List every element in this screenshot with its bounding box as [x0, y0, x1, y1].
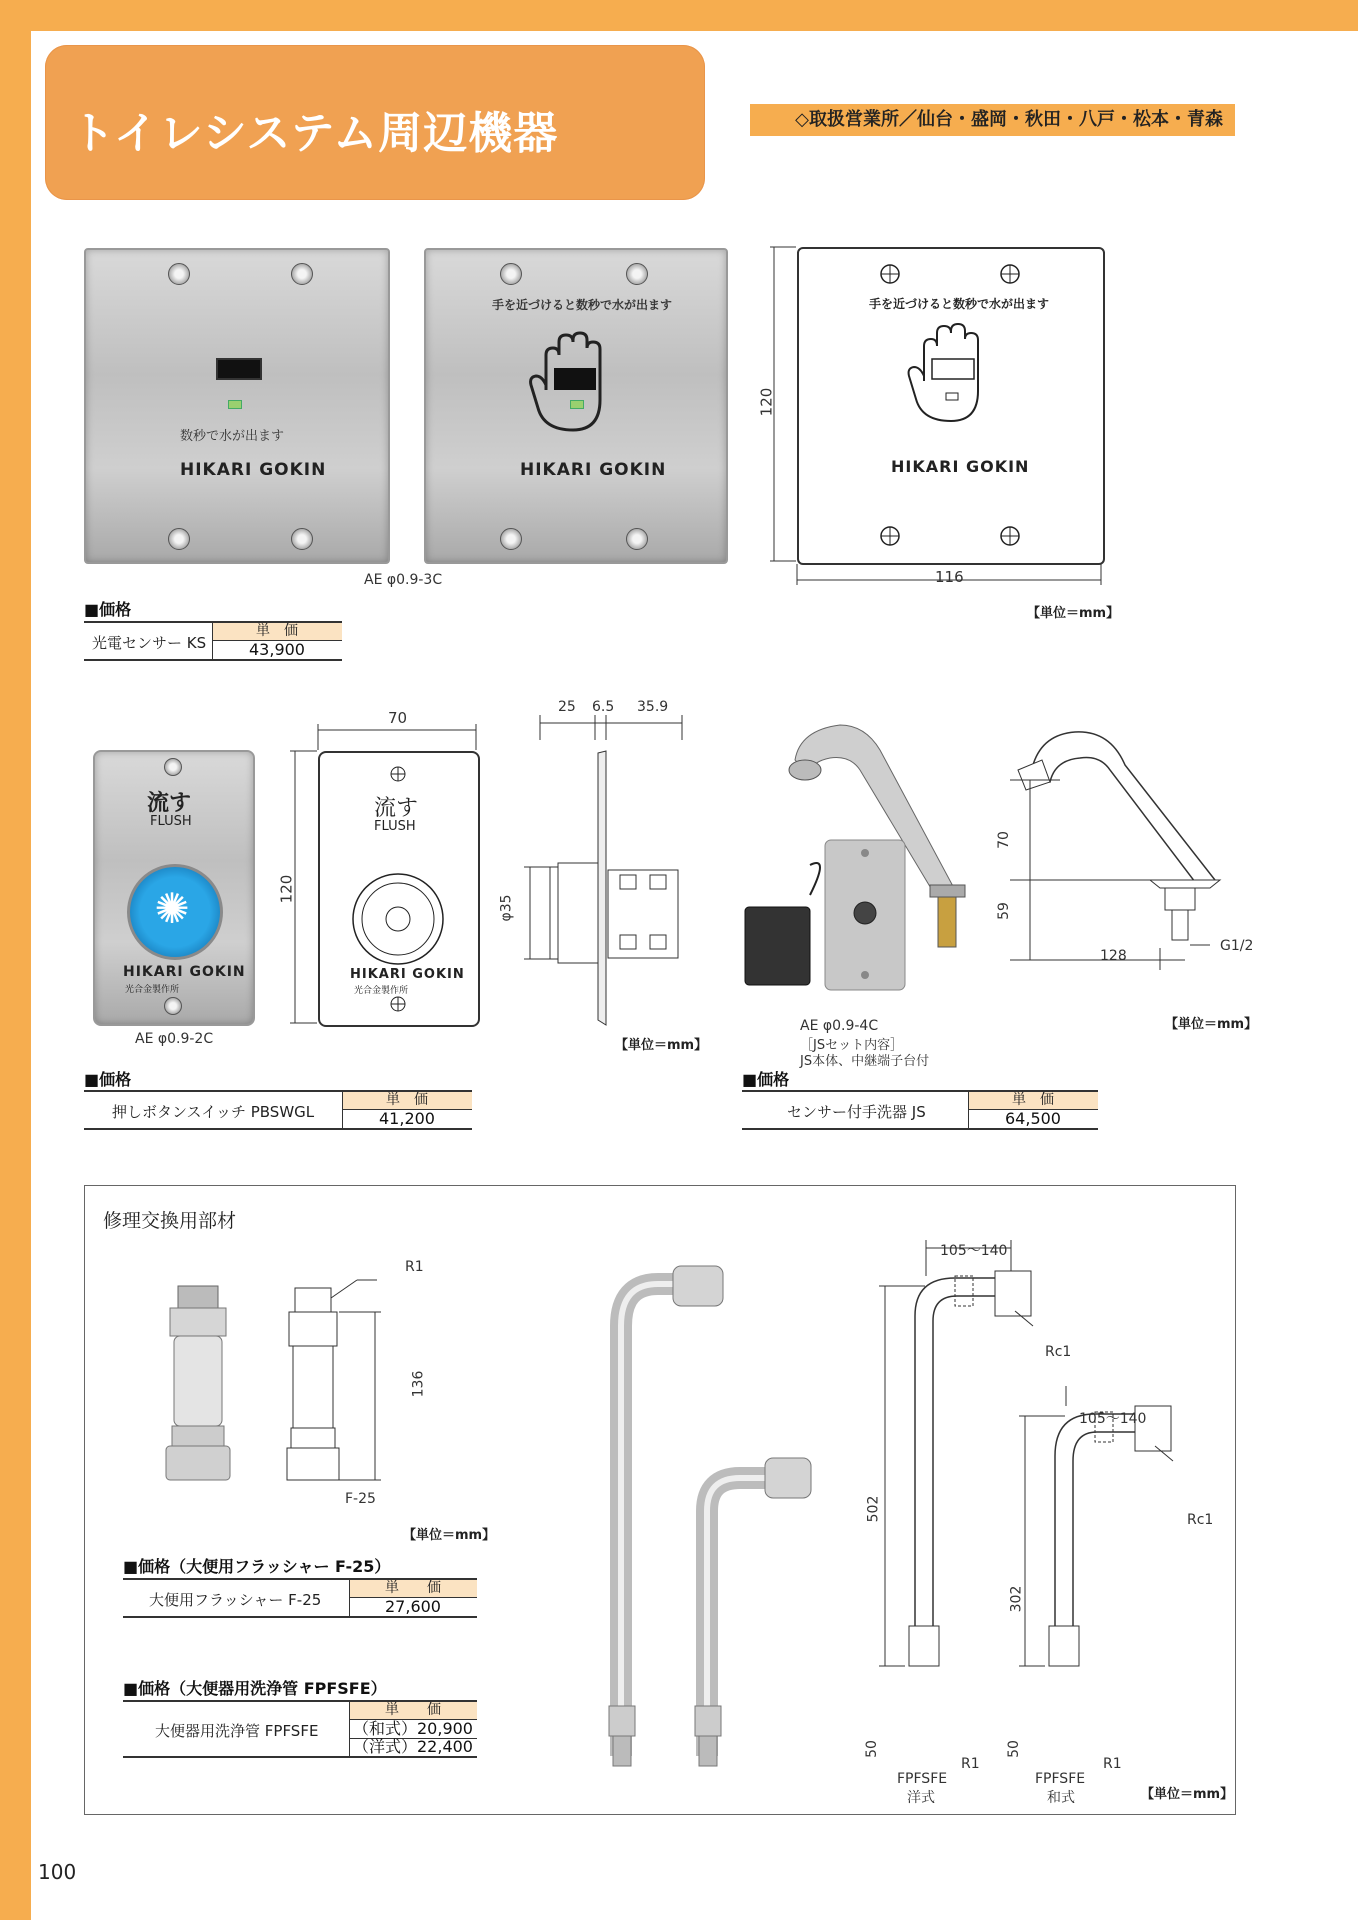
brand-logo: HIKARI GOKIN	[180, 460, 327, 480]
price-header: 単 価	[349, 1580, 477, 1598]
unit-note: 【単位＝mm】	[1027, 606, 1120, 621]
price-table	[123, 1578, 477, 1618]
dim-height: 302	[1008, 1585, 1025, 1613]
price-header: 単 価	[342, 1092, 472, 1110]
dim-height: 120	[757, 387, 776, 417]
price-value: 43,900	[249, 640, 305, 659]
screw-icon	[291, 528, 313, 550]
dimension-lines	[770, 240, 1110, 590]
product-name: 大便器用洗浄管 FPFSFE	[155, 1722, 319, 1740]
dim-side-1: 25	[558, 699, 576, 715]
price-table	[742, 1090, 1098, 1130]
pipe-photo-short	[675, 1436, 815, 1776]
dim-width: 116	[935, 568, 964, 586]
swirl-icon: ✺	[154, 884, 190, 933]
panel-text: 手を近づけると数秒で水が出ます	[492, 298, 673, 312]
flush-label-jp: 流す	[374, 796, 419, 821]
dim-height: 502	[865, 1495, 882, 1523]
page-title: トイレシステム周辺機器	[71, 108, 559, 159]
dim-136: 136	[410, 1370, 427, 1398]
r1-label: R1	[405, 1259, 424, 1275]
price-heading: ■価格	[742, 1070, 790, 1089]
screw-icon	[168, 528, 190, 550]
r1-label: R1	[961, 1756, 980, 1772]
screw-icon	[168, 263, 190, 285]
thread-label: G1/2	[1220, 938, 1254, 954]
rc-label: Rc1	[1045, 1344, 1072, 1360]
title-box	[45, 45, 705, 200]
dim-59: 59	[995, 902, 1012, 920]
faucet-drawing	[1000, 720, 1250, 980]
price-header: 単 価	[968, 1092, 1098, 1110]
product-name: 押しボタンスイッチ PBSWGL	[112, 1103, 315, 1121]
push-button-photo	[93, 750, 255, 1026]
unit-note: 【単位＝mm】	[1141, 1787, 1234, 1802]
unit-note: 【単位＝mm】	[615, 1038, 708, 1053]
maker-name: 光合金製作所	[354, 986, 409, 996]
price-heading: ■価格	[84, 600, 132, 619]
product-name: 大便用フラッシャー F-25	[149, 1591, 322, 1609]
dim-50: 50	[1005, 1740, 1022, 1758]
caption-3: JS本体、中継端子台付	[800, 1054, 930, 1069]
flush-label-jp: 流す	[147, 791, 192, 816]
screw-icon	[500, 528, 522, 550]
type-label: 洋式	[907, 1790, 935, 1806]
price-table	[123, 1700, 477, 1758]
caption-2: ［JSセット内容］	[800, 1038, 904, 1053]
repair-title: 修理交換用部材	[103, 1210, 237, 1232]
divider	[342, 1092, 343, 1128]
price-value: 41,200	[379, 1109, 435, 1128]
flush-label-en: FLUSH	[374, 819, 416, 834]
maker-name: 光合金製作所	[125, 985, 180, 995]
screw-icon	[500, 263, 522, 285]
flush-button-icon	[127, 864, 223, 960]
sensor-photo-1	[84, 248, 390, 564]
screw-icon	[164, 997, 182, 1015]
type-label: 和式	[1047, 1790, 1075, 1806]
panel-text: 数秒で水が出ます	[180, 429, 285, 444]
hand-icon	[526, 330, 616, 440]
dim-height: 120	[277, 874, 296, 904]
price-value-wa: （和式）20,900	[349, 1720, 477, 1739]
dim-side-3: 35.9	[637, 699, 669, 715]
divider	[349, 1702, 350, 1756]
product-name: 光電センサー KS	[92, 634, 207, 652]
caption: AE φ0.9-3C	[364, 572, 443, 588]
caption-1: AE φ0.9-4C	[800, 1018, 879, 1034]
sales-office-bar: ◇取扱営業所／仙台・盛岡・秋田・八戸・松本・青森	[750, 104, 1235, 136]
brand-logo: HIKARI GOKIN	[520, 460, 667, 480]
led-indicator	[228, 400, 242, 409]
unit-note: 【単位＝mm】	[1165, 1017, 1258, 1032]
price-value-yo: （洋式）22,400	[353, 1737, 473, 1756]
top-accent-bar	[0, 0, 1358, 31]
divider	[212, 623, 213, 659]
divider	[349, 1580, 350, 1616]
price-value: 27,600	[385, 1597, 441, 1616]
dim-side-2: 6.5	[592, 699, 615, 715]
dim-50: 50	[863, 1740, 880, 1758]
price-table	[84, 621, 342, 661]
price-value: 64,500	[1005, 1109, 1061, 1128]
divider	[968, 1092, 969, 1128]
model-label: F-25	[345, 1491, 376, 1507]
screw-icon	[626, 528, 648, 550]
page-number: 100	[38, 1860, 77, 1884]
dimension-lines	[285, 720, 495, 1030]
brand-logo: HIKARI GOKIN	[123, 964, 246, 980]
rc-label: Rc1	[1187, 1512, 1214, 1528]
sensor-photo-2	[424, 248, 728, 564]
flusher-drawing	[275, 1278, 395, 1498]
led-indicator	[570, 400, 584, 409]
brand-logo: HIKARI GOKIN	[891, 457, 1030, 476]
panel-text: 手を近づけると数秒で水が出ます	[869, 297, 1050, 311]
product-name: センサー付手洗器 JS	[787, 1103, 926, 1121]
repair-parts-box	[84, 1185, 1236, 1815]
price-heading: ■価格	[84, 1070, 132, 1089]
dim-top: 105～140	[940, 1243, 1008, 1259]
dim-width: 70	[388, 709, 408, 727]
screw-icon	[291, 263, 313, 285]
caption: AE φ0.9-2C	[135, 1031, 214, 1047]
unit-note: 【単位＝mm】	[403, 1528, 496, 1543]
model-label: FPFSFE	[1035, 1771, 1086, 1787]
flusher-photo	[160, 1284, 240, 1494]
price-heading: ■価格（大便器用洗浄管 FPFSFE）	[123, 1679, 387, 1698]
price-table	[84, 1090, 472, 1130]
pipe-drawing-wa	[1005, 1386, 1185, 1696]
push-button-side-view	[510, 705, 700, 1030]
flush-label-en: FLUSH	[150, 814, 192, 829]
left-accent-bar	[0, 0, 31, 1920]
dim-128: 128	[1100, 948, 1127, 964]
screw-icon	[626, 263, 648, 285]
controller-photo	[740, 835, 920, 1015]
brand-logo: HIKARI GOKIN	[350, 967, 465, 982]
dim-70: 70	[995, 831, 1012, 849]
price-heading: ■価格（大便用フラッシャー F-25）	[123, 1557, 391, 1576]
model-label: FPFSFE	[897, 1771, 948, 1787]
dim-top: 105～140	[1079, 1411, 1147, 1427]
sensor-window	[216, 358, 262, 380]
dim-diameter: φ35	[498, 894, 515, 922]
r1-label: R1	[1103, 1756, 1122, 1772]
price-header: 単 価	[349, 1702, 477, 1720]
price-header: 単 価	[212, 623, 342, 641]
screw-icon	[164, 758, 182, 776]
